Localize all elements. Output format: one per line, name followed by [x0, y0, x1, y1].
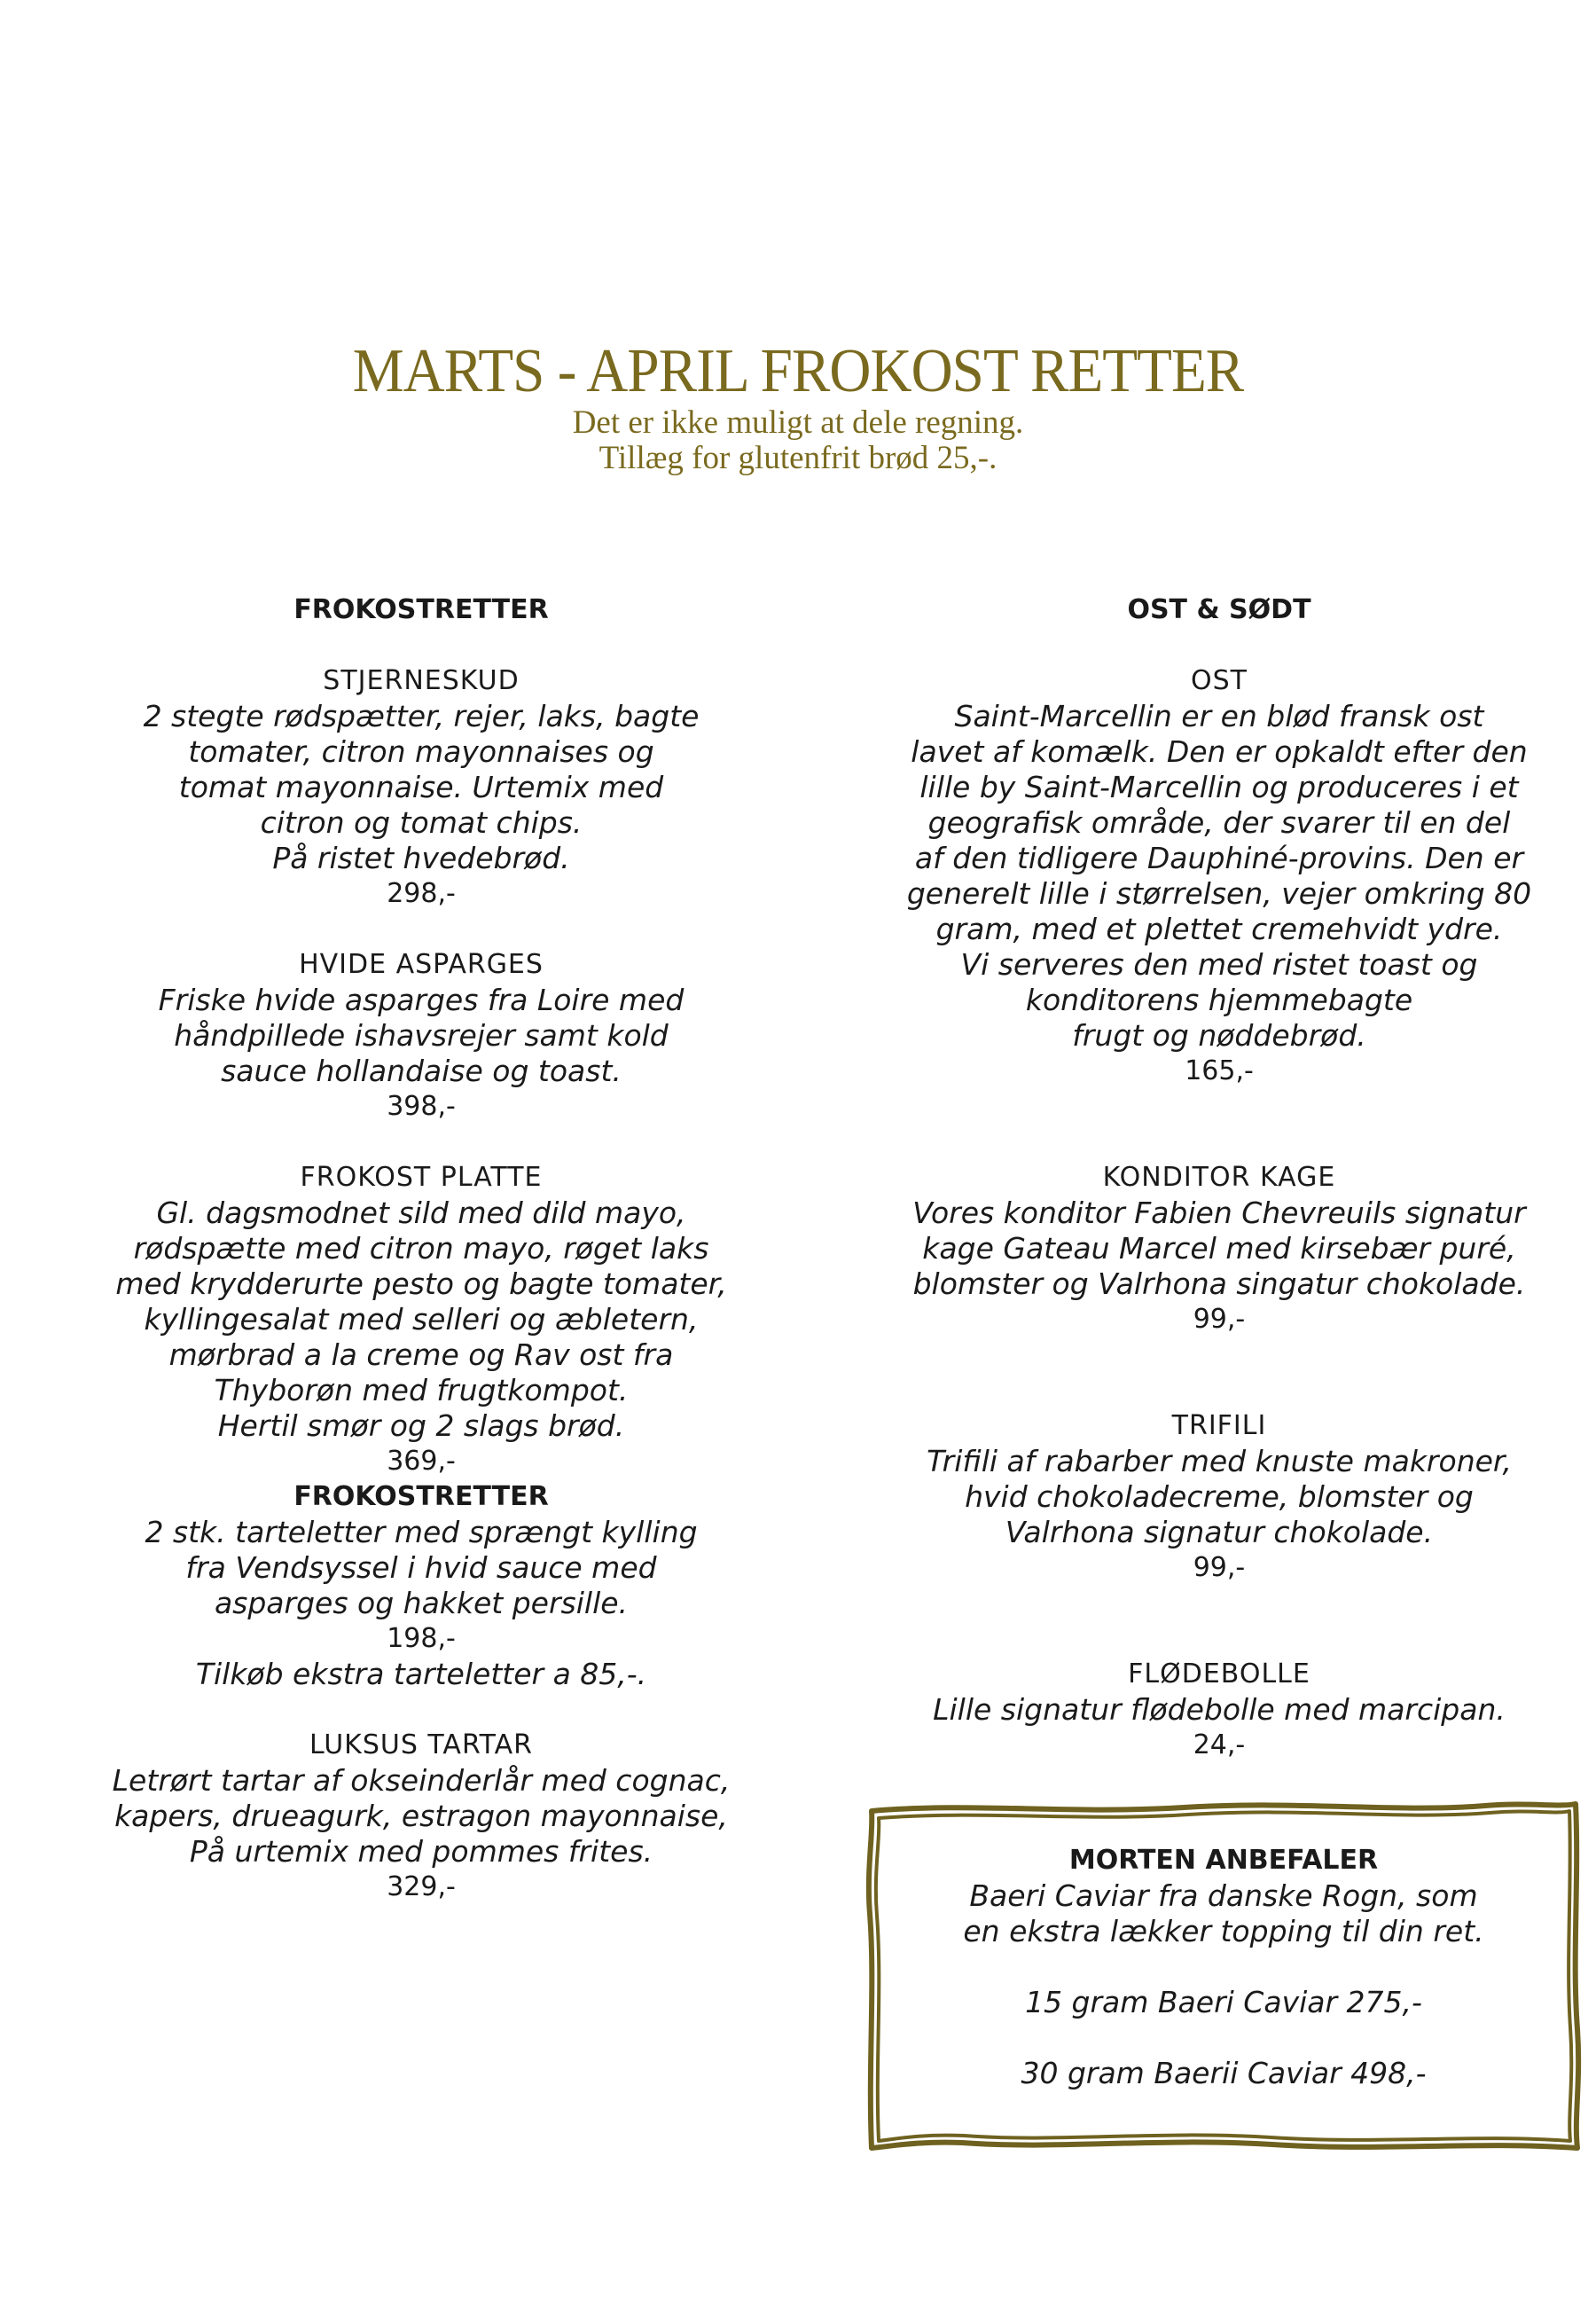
item-description: 2 stk. tarteletter med sprængt kylling fra Vendsyssel i hvid sauce med asparges og hakket persille.: [145, 1515, 698, 1620]
menu-item-stjerneskud: [44, 663, 798, 912]
item-description: Gl. dagsmodnet sild med dild mayo, rødspætte med citron mayo, røget laks med krydderurte pesto og bagte tomater, kyllingesalat med selleri og æbletern, mørbrad a la creme og Rav ost fra Thyborøn med frugtkompot. Hertil smør og 2 slags brød.: [115, 1196, 727, 1443]
item-price: 24,-: [1193, 1729, 1246, 1760]
item-name: STJERNESKUD: [323, 665, 520, 696]
menu-item-konditor-kage: [851, 1160, 1587, 1337]
item-description: 2 stegte rødspætter, rejer, laks, bagte tomater, citron mayonnaises og tomat mayonnaise. Urtemix med citron og tomat chips. På ristet hvedebrød.: [143, 699, 700, 875]
gluten-free-note: Tillæg for glutenfrit brød 25,-.: [598, 440, 998, 476]
item-description: Trifili af rabarber med knuste makroner, hvid chokoladecreme, blomster og Valrhona signatur chokolade.: [927, 1444, 1512, 1549]
item-description: Letrørt tartar af okseinderlår med cognac, kapers, drueagurk, estragon mayonnaise, På urtemix med pommes frites.: [112, 1763, 731, 1869]
recommendation-text: en ekstra lækker topping til din ret.: [963, 1914, 1484, 1948]
item-price: 165,-: [1185, 1055, 1254, 1086]
menu-item-trifili: [851, 1408, 1587, 1586]
item-name: FROKOSTRETTER: [293, 1481, 549, 1512]
item-description: Saint-Marcellin er en blød fransk ost lavet af komælk. Den er opkaldt efter den lille by Saint-Marcellin og produceres i et geografisk område, der svarer til en del af den tidligere Dauphiné-provins. Den er generelt lille i størrelsen, vejer omkring 80 gram, med et plettet cremehvidt ydre. Vi serveres den med ristet toast og konditorens hjemmebagte frugt og nøddebrød.: [906, 699, 1532, 1053]
item-price: 398,-: [387, 1091, 456, 1122]
menu-item-frokost-platte: [44, 1160, 798, 1479]
item-price: 298,-: [387, 878, 456, 909]
item-price: 198,-: [387, 1623, 456, 1654]
item-price: 99,-: [1193, 1304, 1246, 1335]
lunch-column: [44, 592, 798, 1940]
recommendation-content: [864, 1843, 1583, 2091]
item-price: 369,-: [387, 1446, 456, 1477]
page-title: MARTS - APRIL FROKOST RETTER: [352, 337, 1244, 405]
menu-item-tarteletter: [44, 1479, 798, 1692]
item-description: Lille signatur flødebolle med marcipan.: [933, 1692, 1506, 1727]
item-price: 329,-: [387, 1871, 456, 1902]
recommendation-text: Baeri Caviar fra danske Rogn, som: [969, 1878, 1478, 1913]
menu-item-flodebolle: [851, 1657, 1587, 1763]
item-extra-note: Tilkøb ekstra tarteletter a 85,-.: [195, 1657, 647, 1691]
item-name: LUKSUS TARTAR: [309, 1729, 533, 1760]
caviar-offer-15g: 15 gram Baeri Caviar 275,-: [1025, 1985, 1422, 2019]
item-name: HVIDE ASPARGES: [299, 949, 544, 980]
cheese-sweets-heading: OST & SØDT: [1127, 594, 1311, 625]
menu-header: [0, 337, 1596, 476]
recommendation-title: MORTEN ANBEFALER: [1068, 1845, 1379, 1876]
cheese-sweets-column: [851, 592, 1587, 1799]
item-price: 99,-: [1193, 1552, 1246, 1583]
menu-item-hvide-asparges: [44, 947, 798, 1125]
lunch-section-heading: FROKOSTRETTER: [293, 594, 549, 625]
item-description: Vores konditor Fabien Chevreuils signatur kage Gateau Marcel med kirsebær puré, blomster og Valrhona singatur chokolade.: [912, 1196, 1526, 1301]
recommendation-box: [864, 1799, 1583, 2153]
item-name: FROKOST PLATTE: [300, 1162, 543, 1193]
item-name: FLØDEBOLLE: [1128, 1658, 1310, 1690]
item-name: OST: [1191, 665, 1248, 696]
no-split-bill-note: Det er ikke muligt at dele regning.: [572, 404, 1024, 441]
item-name: TRIFILI: [1171, 1410, 1267, 1441]
menu-item-ost: [851, 663, 1587, 1089]
item-description: Friske hvide asparges fra Loire med håndpillede ishavsrejer samt kold sauce hollandaise og toast.: [158, 983, 685, 1088]
item-name: KONDITOR KAGE: [1102, 1162, 1336, 1193]
caviar-offer-30g: 30 gram Baerii Caviar 498,-: [1021, 2056, 1427, 2090]
menu-item-luksus-tartar: [44, 1728, 798, 1905]
